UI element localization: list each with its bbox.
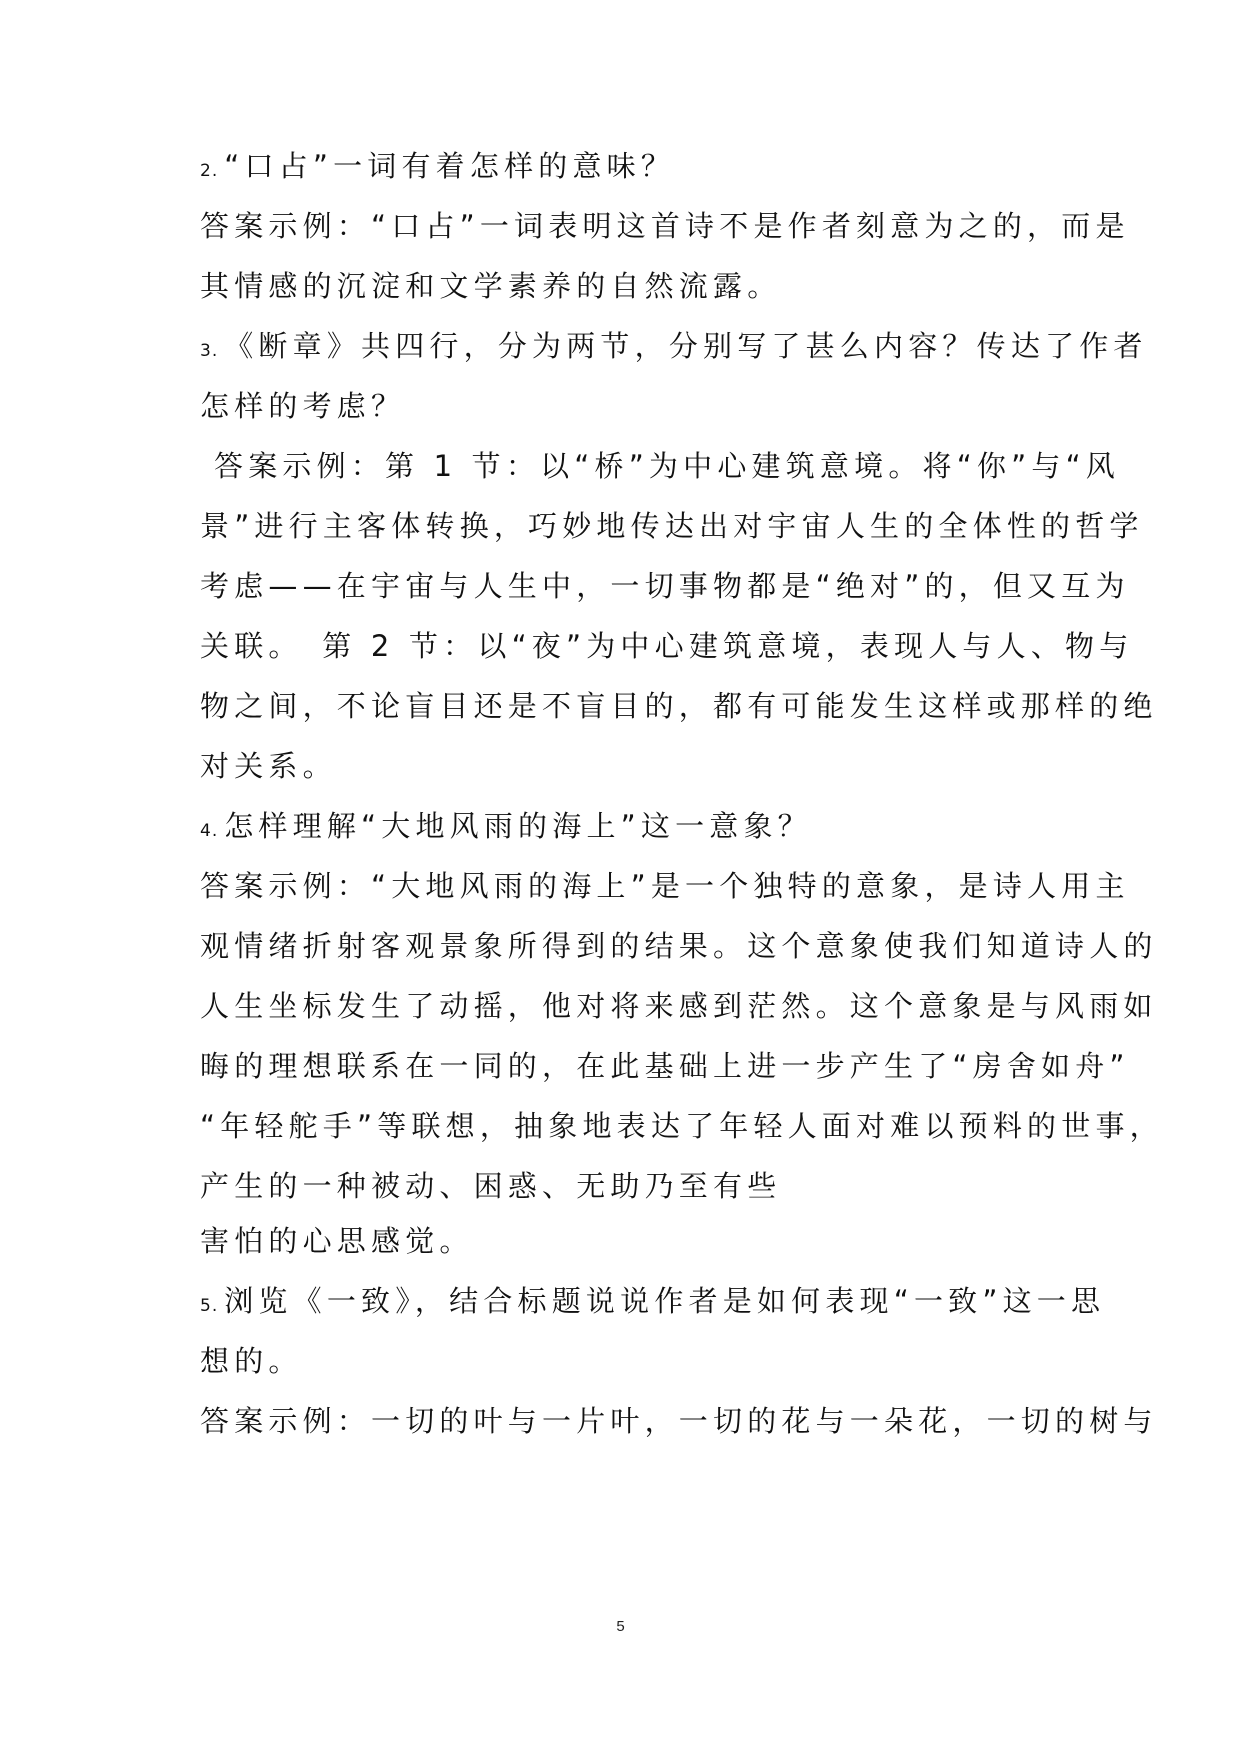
question-5-line-2: 想的。 <box>200 1344 303 1378</box>
answer-3-line-1: 答案示例：第 1 节：以“桥”为中心建筑意境。将“你”与“风 <box>214 449 1121 483</box>
answer-4-line-2: 观情绪折射客观景象所得到的结果。这个意象使我们知道诗人的 <box>200 929 1158 963</box>
answer-4-line-3: 人生坐标发生了动摇，他对将来感到茫然。这个意象是与风雨如 <box>200 989 1158 1023</box>
answer-3-line-2: 景”进行主客体转换，巧妙地传达出对宇宙人生的全体性的哲学 <box>200 509 1144 543</box>
question-5-number: 5. <box>200 1296 219 1316</box>
answer-4-line-5: “年轻舵手”等联想，抽象地表达了年轻人面对难以预料的世事， <box>200 1109 1164 1143</box>
answer-3-line-4: 关联。 第 2 节：以“夜”为中心建筑意境，表现人与人、物与 <box>200 629 1134 663</box>
answer-2-line-1: 答案示例：“口占”一词表明这首诗不是作者刻意为之的，而是 <box>200 209 1130 243</box>
question-2-text: “口占”一词有着怎样的意味？ <box>224 149 676 183</box>
question-4-line-1 <box>200 793 1060 859</box>
question-3-text: 《断章》共四行，分为两节，分别写了甚么内容？传达了作者 <box>224 329 1148 363</box>
question-4-text: 怎样理解“大地风雨的海上”这一意象？ <box>224 809 812 843</box>
answer-4-line-7: 害怕的心思感觉。 <box>200 1224 474 1258</box>
question-3-line-1 <box>200 313 1148 379</box>
question-5-line-1 <box>200 1268 1106 1334</box>
answer-3-line-6: 对关系。 <box>200 749 337 783</box>
question-5-text: 浏览《一致》，结合标题说说作者是如何表现“一致”这一思 <box>224 1284 1106 1318</box>
question-2-number: 2. <box>200 161 219 181</box>
answer-4-line-1: 答案示例：“大地风雨的海上”是一个独特的意象，是诗人用主 <box>200 869 1130 903</box>
question-2-line-1 <box>200 133 1060 199</box>
question-3-line-2: 怎样的考虑？ <box>200 389 406 423</box>
page-number: 5 <box>616 1618 625 1635</box>
answer-2-line-2: 其情感的沉淀和文学素养的自然流露。 <box>200 269 782 303</box>
answer-5-line-1: 答案示例：一切的叶与一片叶，一切的花与一朵花，一切的树与 <box>200 1404 1158 1438</box>
answer-4-line-6: 产生的一种被动、困惑、无助乃至有些 <box>200 1169 782 1203</box>
answer-3-line-5: 物之间，不论盲目还是不盲目的，都有可能发生这样或那样的绝 <box>200 689 1158 723</box>
question-3-number: 3. <box>200 341 219 361</box>
question-4-number: 4. <box>200 821 219 841</box>
answer-3-line-3: 考虑——在宇宙与人生中，一切事物都是“绝对”的，但又互为 <box>200 569 1130 603</box>
answer-4-line-4: 晦的理想联系在一同的，在此基础上进一步产生了“房舍如舟” <box>200 1049 1130 1083</box>
